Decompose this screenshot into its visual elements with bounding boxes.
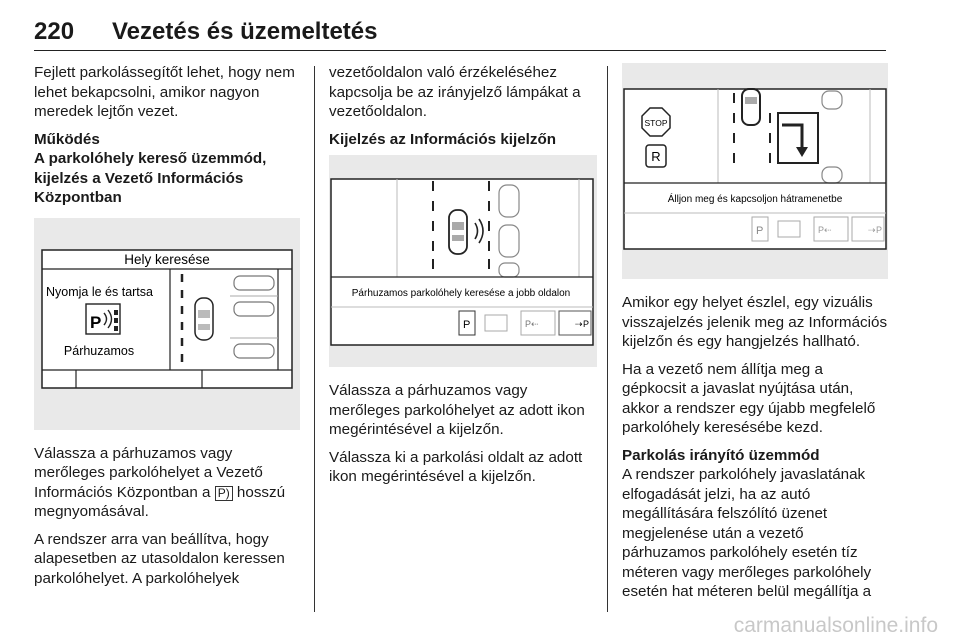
figure-search-mode [34, 218, 300, 430]
svg-text:P: P [876, 225, 883, 235]
stop-sign-icon [642, 108, 670, 136]
svg-text:STOP: STOP [644, 118, 668, 128]
svg-text:R: R [651, 149, 661, 164]
reverse-gear-icon [646, 145, 666, 167]
parked-cars [499, 185, 519, 277]
car-icon [449, 210, 467, 254]
dic-display-illustration [34, 218, 300, 430]
watermark: carmanualsonline.info [733, 614, 938, 637]
parking-assist-icon: P) [215, 486, 233, 501]
guidance-illustration [622, 63, 888, 279]
paragraph-part: hosszú megnyomásával. [34, 483, 286, 520]
column-divider [314, 66, 315, 612]
car-icon [742, 89, 760, 125]
paragraph: Válassza a párhuzamos vagy merőleges parkolóhelyet az adott ikon megérintésével a kijelzőn. [329, 382, 585, 438]
page-header [34, 14, 886, 51]
svg-text:⇢: ⇢ [575, 319, 583, 329]
fig1-left-label: Nyomja le és tartsa [46, 284, 153, 299]
paragraph [34, 444, 300, 522]
page-title: Vezetés és üzemeltetés [112, 18, 378, 45]
paragraph: Válassza ki a parkolási oldalt az adott ikon megérintésével a kijelzőn. [329, 448, 583, 485]
section-heading: Működés [34, 130, 100, 148]
car-icon [195, 298, 213, 340]
section-heading: Parkolás irányító üzemmód [622, 446, 820, 464]
section-heading: Kijelzés az Információs kijelzőn [329, 130, 557, 148]
svg-text:P: P [463, 319, 471, 331]
paragraph: Fejlett parkolássegítőt lehet, hogy nem lehet bekapcsolni, amikor nagyon meredek lejtőn vezet. [34, 64, 295, 120]
paragraph: vezetőoldalon való érzékeléséhez kapcsolja be az irányjelző lámpákat a vezetőoldalon. [329, 64, 581, 120]
column-3 [622, 63, 888, 602]
page-number: 220 [34, 18, 75, 45]
paragraph: Amikor egy helyet észlel, egy vizuális visszajelzés jelenik meg az Információs kijelzőn és egy hangjelzés hallható. [622, 294, 888, 350]
figure-info-display [329, 155, 597, 367]
figure-guidance [622, 63, 888, 279]
target-slot [778, 113, 818, 163]
svg-text:P⇠: P⇠ [525, 319, 539, 329]
svg-text:P: P [756, 225, 764, 237]
subsection-heading: A parkolóhely kereső üzemmód, kijelzés a Vezető Információs Központban [34, 150, 267, 206]
paragraph-part: Válassza a párhuzamos vagy merőleges parkolóhelyet a Vezető Információs Központban a [34, 444, 263, 501]
info-display-illustration [329, 155, 597, 367]
fig1-mode-label: Párhuzamos [63, 343, 135, 358]
column-1 [34, 63, 300, 596]
paragraph: Ha a vezető nem állítja meg a gépkocsit a javaslat nyújtása után, akkor a rendszer egy újabb megfelelő parkolóhely keresésébe kezd. [622, 360, 876, 436]
fig1-title: Hely keresése [124, 251, 210, 267]
fig3-caption: Álljon meg és kapcsoljon hátramenetbe [667, 194, 843, 205]
paragraph: A rendszer arra van beállítva, hogy alapesetben az utasoldalon keressen parkolóhelyet. A parkolóhelyek [34, 530, 285, 587]
column-2 [329, 63, 597, 495]
fig2-caption: Párhuzamos parkolóhely keresése a jobb oldalon [351, 288, 571, 299]
parking-assist-icon [86, 304, 120, 334]
svg-text:P⇠: P⇠ [818, 225, 832, 235]
svg-text:⇢: ⇢ [868, 225, 876, 235]
svg-text:P: P [583, 319, 590, 329]
svg-text:P: P [90, 312, 102, 332]
paragraph: A rendszer parkolóhely javaslatának elfogadását jelzi, ha az autó megállítására felszólító üzenet megjelenése után a vezető párhuzamos parkolóhely esetén tíz méteren vagy merőleges parkolóhely esetén hat méteren belül megállítja a [622, 466, 872, 600]
column-divider [607, 66, 608, 612]
